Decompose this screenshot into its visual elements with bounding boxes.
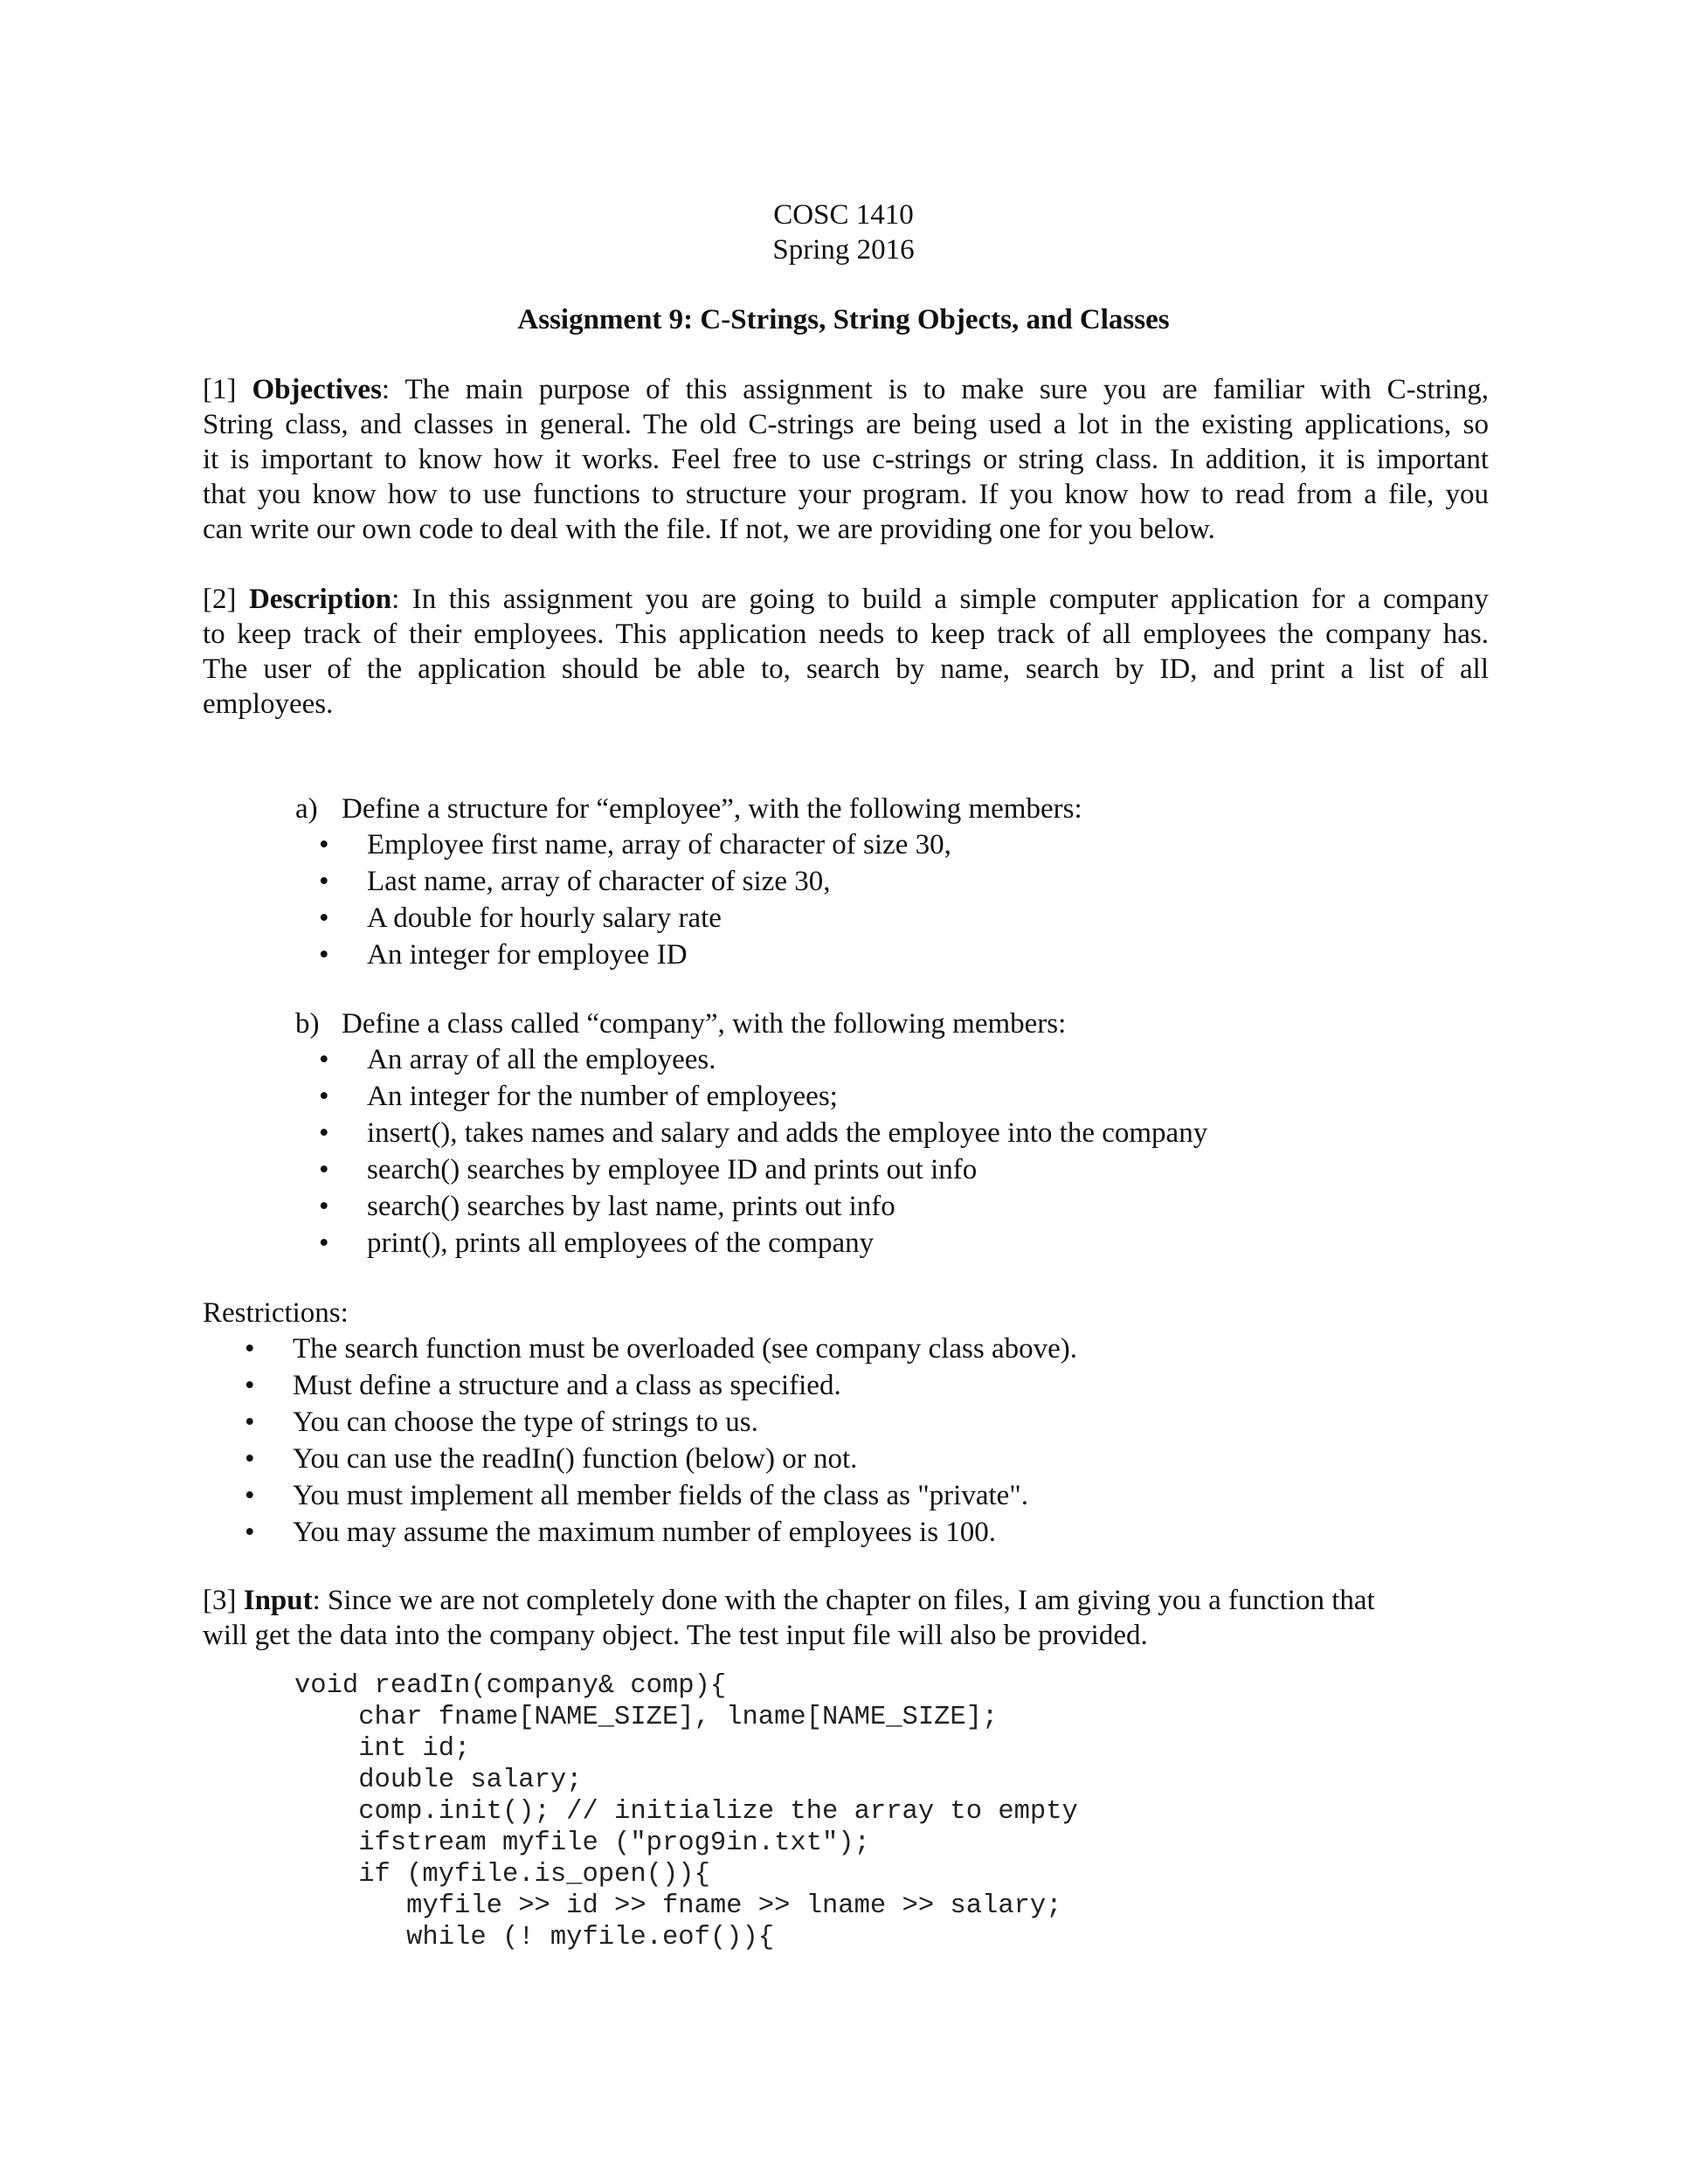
code-line: comp.init(); // initialize the array to empty <box>294 1797 1078 1827</box>
part-a-bullet-3: A double for hourly salary rate <box>367 902 722 934</box>
description-line-1 <box>203 582 1489 617</box>
part-a-text: Define a structure for “employee”, with the following members: <box>342 793 1082 825</box>
bullet-icon: • <box>319 866 329 897</box>
bullet-icon: • <box>245 1370 255 1401</box>
description-heading: Description <box>248 584 392 615</box>
bullet-icon: • <box>319 1227 329 1259</box>
code-line: while (! myfile.eof()){ <box>294 1923 775 1952</box>
bullet-icon: • <box>319 829 329 860</box>
bullet-icon: • <box>245 1443 255 1475</box>
part-b-text: Define a class called “company”, with the following members: <box>342 1008 1067 1040</box>
part-b-bullet-2: An integer for the number of employees; <box>367 1081 838 1112</box>
input-text-1: : Since we are not completely done with the chapter on files, I am giving you a function that <box>312 1585 1375 1616</box>
bullet-icon: • <box>319 1191 329 1222</box>
restriction-5: You must implement all member fields of the class as "private". <box>293 1480 1029 1511</box>
part-b-marker: b) <box>295 1008 320 1040</box>
objectives-line-3: it is important to know how it works. Feel free to use c-strings or string class. In addition, it is important <box>203 444 1489 475</box>
part-b-bullet-6: print(), prints all employees of the company <box>367 1227 875 1259</box>
bullet-icon: • <box>245 1517 255 1548</box>
description-text-1: : In this assignment you are going to build a simple computer application for a company <box>391 584 1490 615</box>
part-a-bullet-4: An integer for employee ID <box>367 939 688 971</box>
bullet-icon: • <box>319 1044 329 1075</box>
bullet-icon: • <box>245 1406 255 1438</box>
code-line: ifstream myfile ("prog9in.txt"); <box>294 1828 870 1858</box>
bullet-icon: • <box>245 1333 255 1365</box>
part-a-marker: a) <box>295 793 318 825</box>
description-number: [2] <box>203 584 237 615</box>
page-title: Assignment 9: C-Strings, String Objects, and Classes <box>517 304 1170 335</box>
objectives-line-1 <box>203 372 1489 407</box>
part-b-bullet-1: An array of all the employees. <box>367 1044 716 1075</box>
objectives-text-1: : The main purpose of this assignment is to make sure you are familiar with C-string, <box>381 374 1489 405</box>
objectives-number: [1] <box>203 374 237 405</box>
restriction-6: You may assume the maximum number of employees is 100. <box>293 1517 997 1548</box>
bullet-icon: • <box>319 1081 329 1112</box>
restrictions-heading: Restrictions: <box>203 1297 349 1329</box>
part-b-bullet-4: search() searches by employee ID and prints out info <box>367 1154 978 1185</box>
bullet-icon: • <box>319 1117 329 1149</box>
input-line-1 <box>203 1583 1489 1618</box>
part-a-bullet-1: Employee first name, array of character of size 30, <box>367 829 951 860</box>
input-line-2: will get the data into the company object. The test input file will also be provided. <box>203 1620 1148 1651</box>
course-code: COSC 1410 <box>773 199 914 231</box>
objectives-line-4: that you know how to use functions to structure your program. If you know how to read from a file, you <box>203 479 1489 510</box>
code-line: int id; <box>294 1734 471 1764</box>
restriction-2: Must define a structure and a class as specified. <box>293 1370 841 1401</box>
objectives-heading: Objectives <box>252 374 382 405</box>
part-b-bullet-3: insert(), takes names and salary and adds the employee into the company <box>367 1117 1208 1149</box>
description-line-4: employees. <box>203 688 334 720</box>
code-line: char fname[NAME_SIZE], lname[NAME_SIZE]; <box>294 1703 999 1732</box>
restriction-1: The search function must be overloaded (see company class above). <box>293 1333 1077 1365</box>
objectives-line-5: can write our own code to deal with the file. If not, we are providing one for you below. <box>203 514 1215 545</box>
code-line: double salary; <box>294 1766 583 1795</box>
code-line: myfile >> id >> fname >> lname >> salary; <box>294 1891 1062 1921</box>
code-line: void readIn(company& comp){ <box>294 1671 727 1701</box>
objectives-line-2: String class, and classes in general. The old C-strings are being used a lot in the existing applications, so <box>203 409 1489 440</box>
description-line-2: to keep track of their employees. This application needs to keep track of all employees the company has. <box>203 619 1489 650</box>
bullet-icon: • <box>319 1154 329 1185</box>
code-line: if (myfile.is_open()){ <box>294 1860 710 1890</box>
restriction-4: You can use the readIn() function (below) or not. <box>293 1443 858 1475</box>
restriction-3: You can choose the type of strings to us. <box>293 1406 758 1438</box>
bullet-icon: • <box>319 939 329 971</box>
bullet-icon: • <box>319 902 329 934</box>
input-heading: Input <box>243 1585 313 1616</box>
bullet-icon: • <box>245 1480 255 1511</box>
part-b-bullet-5: search() searches by last name, prints out info <box>367 1191 895 1222</box>
part-a-bullet-2: Last name, array of character of size 30, <box>367 866 831 897</box>
description-line-3: The user of the application should be able to, search by name, search by ID, and print a list of all <box>203 653 1489 685</box>
term: Spring 2016 <box>772 234 915 266</box>
input-number: [3] <box>203 1585 237 1616</box>
